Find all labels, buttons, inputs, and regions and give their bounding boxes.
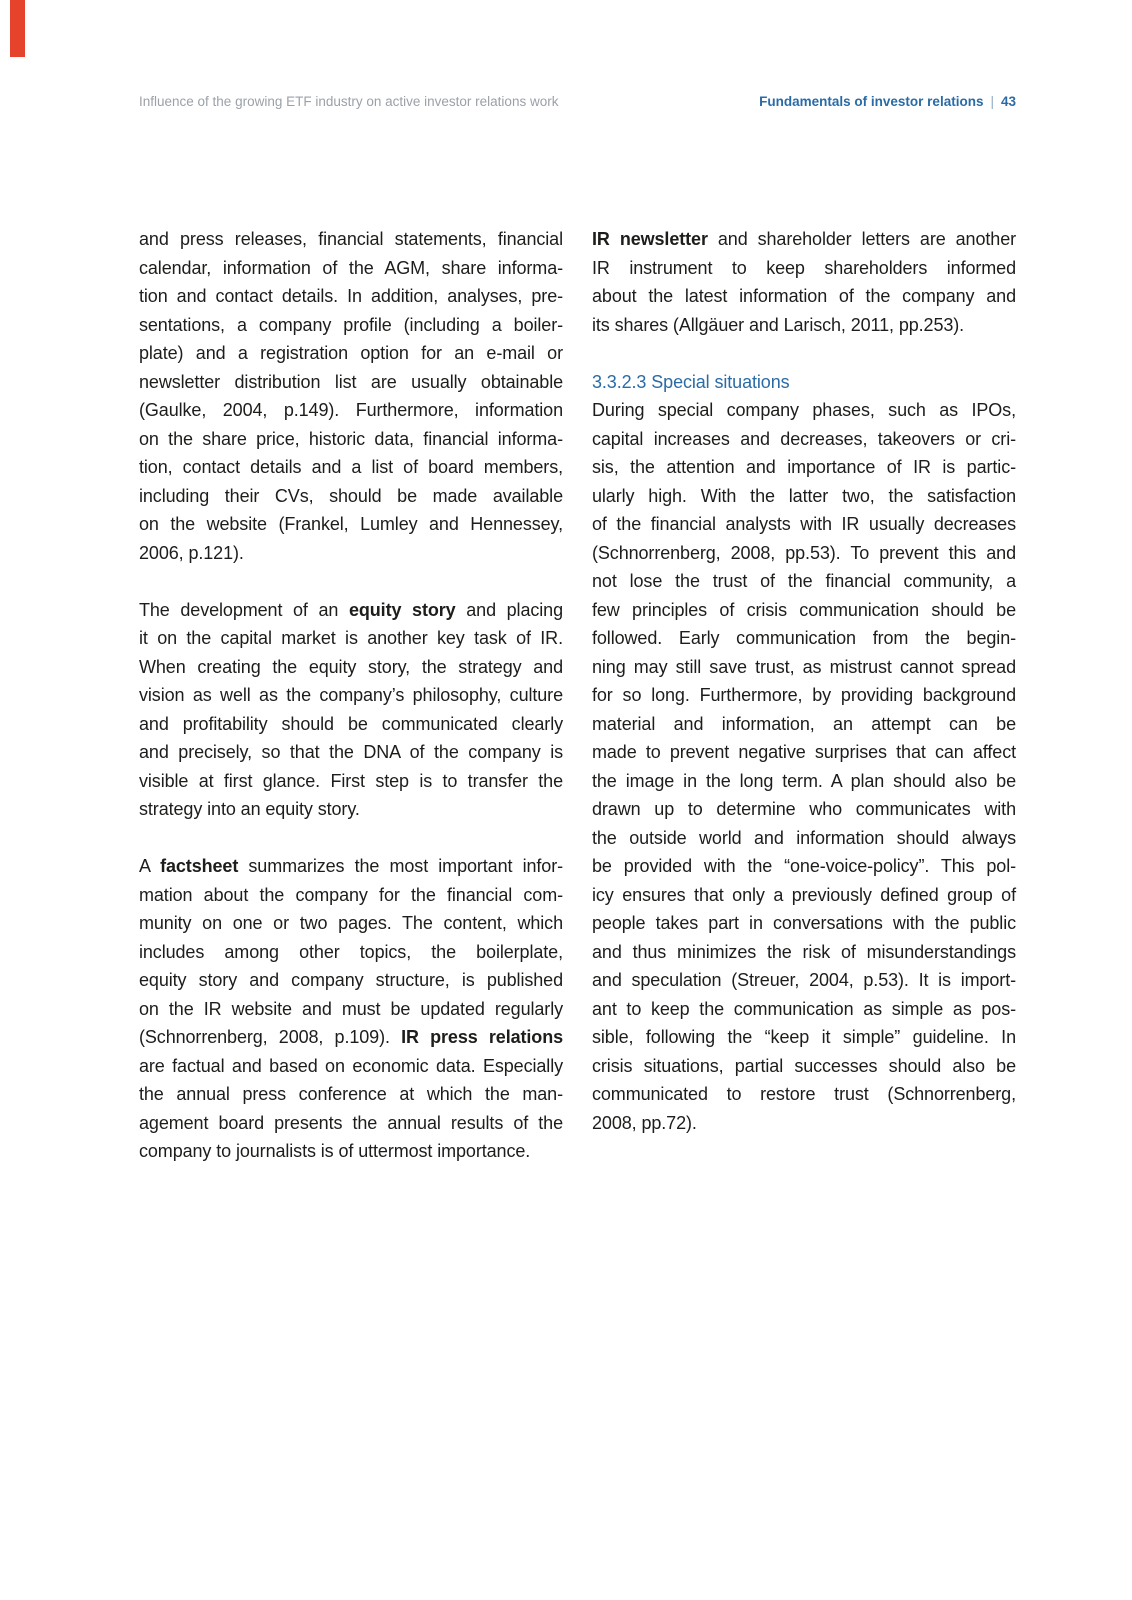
- text-line: drawn up to determine who communicates with: [592, 799, 1016, 819]
- text-line: it on the capital market is another key task of IR.: [139, 628, 563, 648]
- text-line: made to prevent negative surprises that can affect: [592, 742, 1016, 762]
- text-line: (Schnorrenberg, 2008, p.109). IR press relations: [139, 1027, 563, 1047]
- running-header: [139, 94, 1016, 110]
- text-line: IR newsletter and shareholder letters are another: [592, 229, 1017, 249]
- text-line: (Schnorrenberg, 2008, pp.53). To prevent this and: [592, 542, 1016, 563]
- text-line: When creating the equity story, the strategy and: [139, 656, 563, 677]
- text-line: company to journalists is of uttermost importance.: [139, 1141, 531, 1161]
- text-line: the annual press conference at which the man-: [139, 1084, 563, 1104]
- text-line: the outside world and information should always: [592, 827, 1016, 848]
- text-line: includes among other topics, the boilerplate,: [139, 941, 563, 962]
- chapter-tab-marker: [10, 0, 25, 57]
- paragraph: [139, 852, 563, 1166]
- text-line: ant to keep the communication as simple as pos-: [592, 998, 1016, 1019]
- text-line: its shares (Allgäuer and Larisch, 2011, pp.253).: [592, 314, 965, 335]
- text-line: for so long. Furthermore, by providing background: [592, 685, 1016, 705]
- text-line: communicated to restore trust (Schnorrenberg,: [592, 1084, 1016, 1104]
- text-line: followed. Early communication from the begin-: [592, 628, 1016, 648]
- text-line: strategy into an equity story.: [139, 799, 360, 819]
- page-number: 43: [1000, 94, 1016, 109]
- text-line: few principles of crisis communication should be: [592, 599, 1016, 620]
- text-line: newsletter distribution list are usually obtainable: [139, 371, 563, 392]
- text-line: people takes part in conversations with the public: [592, 913, 1016, 933]
- text-line: crisis situations, partial successes should also be: [592, 1055, 1016, 1076]
- text-line: munity on one or two pages. The content, which: [139, 913, 563, 933]
- text-line: and thus minimizes the risk of misunderstandings: [592, 941, 1016, 962]
- text-line: not lose the trust of the financial community, a: [592, 571, 1016, 591]
- paragraph: [592, 225, 1016, 339]
- running-header-right: [759, 94, 1016, 110]
- text-line: plate) and a registration option for an e-mail or: [139, 343, 563, 363]
- paragraph: [139, 225, 563, 567]
- text-line: capital increases and decreases, takeovers or cri-: [592, 428, 1016, 449]
- text-line: 2008, pp.72).: [592, 1112, 697, 1133]
- text-line: 2006, p.121).: [139, 542, 244, 563]
- text-line: and press releases, financial statements, financial: [139, 229, 563, 249]
- text-line: tion and contact details. In addition, analyses, pre-: [139, 286, 563, 306]
- text-line: A factsheet summarizes the most important infor-: [139, 856, 563, 876]
- text-line: sentations, a company profile (including a boiler-: [139, 314, 563, 335]
- right-column: [592, 225, 1016, 1166]
- text-line: agement board presents the annual results of the: [139, 1112, 563, 1133]
- text-line: including their CVs, should be made available: [139, 485, 563, 506]
- text-line: be provided with the “one-voice-policy”. This pol-: [592, 856, 1016, 876]
- header-separator: |: [990, 94, 994, 109]
- page-body: [139, 225, 1016, 1166]
- text-line: on the share price, historic data, financial informa-: [139, 428, 563, 449]
- running-header-chapter-title: Fundamentals of investor relations: [759, 94, 984, 109]
- text-line: sible, following the “keep it simple” guideline. In: [592, 1027, 1016, 1047]
- text-line: and speculation (Streuer, 2004, p.53). It is import-: [592, 970, 1016, 990]
- text-line: During special company phases, such as IPOs,: [592, 400, 1016, 420]
- text-line: and precisely, so that the DNA of the company is: [139, 742, 563, 762]
- text-line: are factual and based on economic data. Especially: [139, 1055, 563, 1076]
- paragraph: [139, 596, 563, 824]
- text-line: visible at first glance. First step is to transfer the: [139, 770, 563, 791]
- text-line: ularly high. With the latter two, the satisfaction: [592, 485, 1016, 506]
- text-line: about the latest information of the company and: [592, 286, 1016, 306]
- text-line: sis, the attention and importance of IR is partic-: [592, 457, 1016, 477]
- text-line: material and information, an attempt can be: [592, 713, 1016, 734]
- text-line: IR instrument to keep shareholders informed: [592, 257, 1016, 278]
- text-line: the image in the long term. A plan should also be: [592, 770, 1016, 791]
- left-column: [139, 225, 563, 1166]
- text-line: The development of an equity story and placing: [139, 599, 563, 620]
- text-line: equity story and company structure, is published: [139, 970, 563, 990]
- text-line: ning may still save trust, as mistrust cannot spread: [592, 656, 1016, 677]
- text-line: tion, contact details and a list of board members,: [139, 457, 563, 477]
- text-line: and profitability should be communicated clearly: [139, 713, 563, 734]
- text-line: calendar, information of the AGM, share informa-: [139, 257, 563, 278]
- running-header-left-title: Influence of the growing ETF industry on active investor relations work: [139, 94, 559, 109]
- text-line: of the financial analysts with IR usually decreases: [592, 514, 1016, 534]
- text-line: icy ensures that only a previously defined group of: [592, 884, 1016, 905]
- text-line: on the website (Frankel, Lumley and Hennessey,: [139, 514, 563, 534]
- paragraph: [592, 396, 1016, 1137]
- text-line: mation about the company for the financial com-: [139, 884, 563, 905]
- text-line: on the IR website and must be updated regularly: [139, 998, 563, 1019]
- section-heading: 3.3.2.3 Special situations: [592, 371, 790, 392]
- text-line: vision as well as the company’s philosophy, culture: [139, 685, 563, 705]
- text-line: (Gaulke, 2004, p.149). Furthermore, information: [139, 400, 563, 420]
